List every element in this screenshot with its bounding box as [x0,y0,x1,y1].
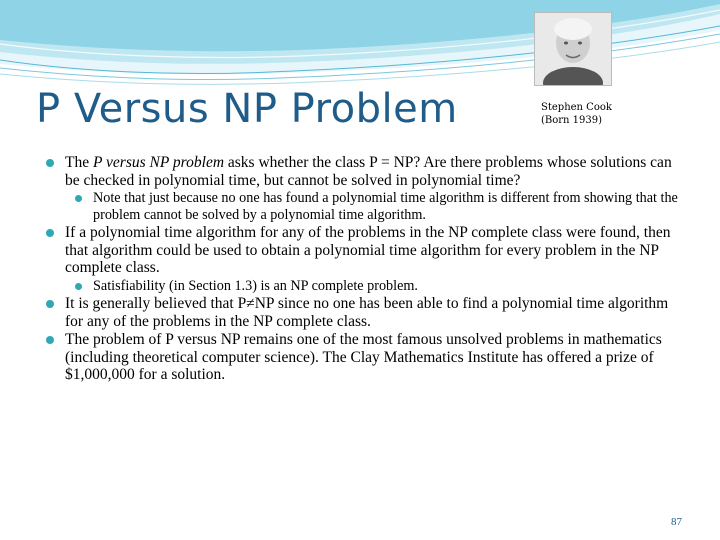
portrait-icon [535,13,611,85]
bullet-item [44,295,690,330]
bullet-text: It is generally believed that P≠NP since no one has been able to find a polynomial time algorithm for any of the problems in the NP complete class. [65,295,669,330]
bullet-item [44,154,690,189]
bullet-item [44,278,690,295]
bullet-dot-icon [46,159,54,167]
bullet-text: Satisfiability (in Section 1.3) is an NP complete problem. [93,277,418,294]
bullet-dot-icon [75,195,82,202]
portrait-photo [534,12,612,86]
bullet-dot-icon [46,229,54,237]
bullet-item [44,224,690,277]
bullet-list [44,154,690,385]
page-number: 87 [671,516,682,528]
bullet-item [44,190,690,223]
bullet-text: Note that just because no one has found a polynomial time algorithm is different from showing that the problem cannot be solved by a polynomial time algorithm. [93,190,678,223]
bullet-text: asks whether the class P = NP? Are there problems whose solutions can be checked in polynomial time, but cannot be solved in polynomial time? [65,154,672,189]
bullet-text: The [65,154,93,171]
bullet-text: The problem of P versus NP remains one of the most famous unsolved problems in mathematics (including theoretical computer science). The Clay Mathematics Institute has offered a prize of $1,000,000 for a solution. [65,331,662,383]
bullet-dot-icon [75,283,82,290]
caption-born: (Born 1939) [541,115,603,126]
bullet-text: P versus NP problem [92,154,225,171]
wave-decoration [0,0,720,90]
photo-caption [541,101,651,127]
bullet-dot-icon [46,336,54,344]
caption-name: Stephen Cook [541,102,612,113]
page-title: P Versus NP Problem [36,86,458,132]
bullet-dot-icon [46,300,54,308]
bullet-text: If a polynomial time algorithm for any of the problems in the NP complete class were found, then that algorithm could be used to obtain a polynomial time algorithm for every problem in the NP complete class. [65,224,671,276]
bullet-item [44,331,690,384]
